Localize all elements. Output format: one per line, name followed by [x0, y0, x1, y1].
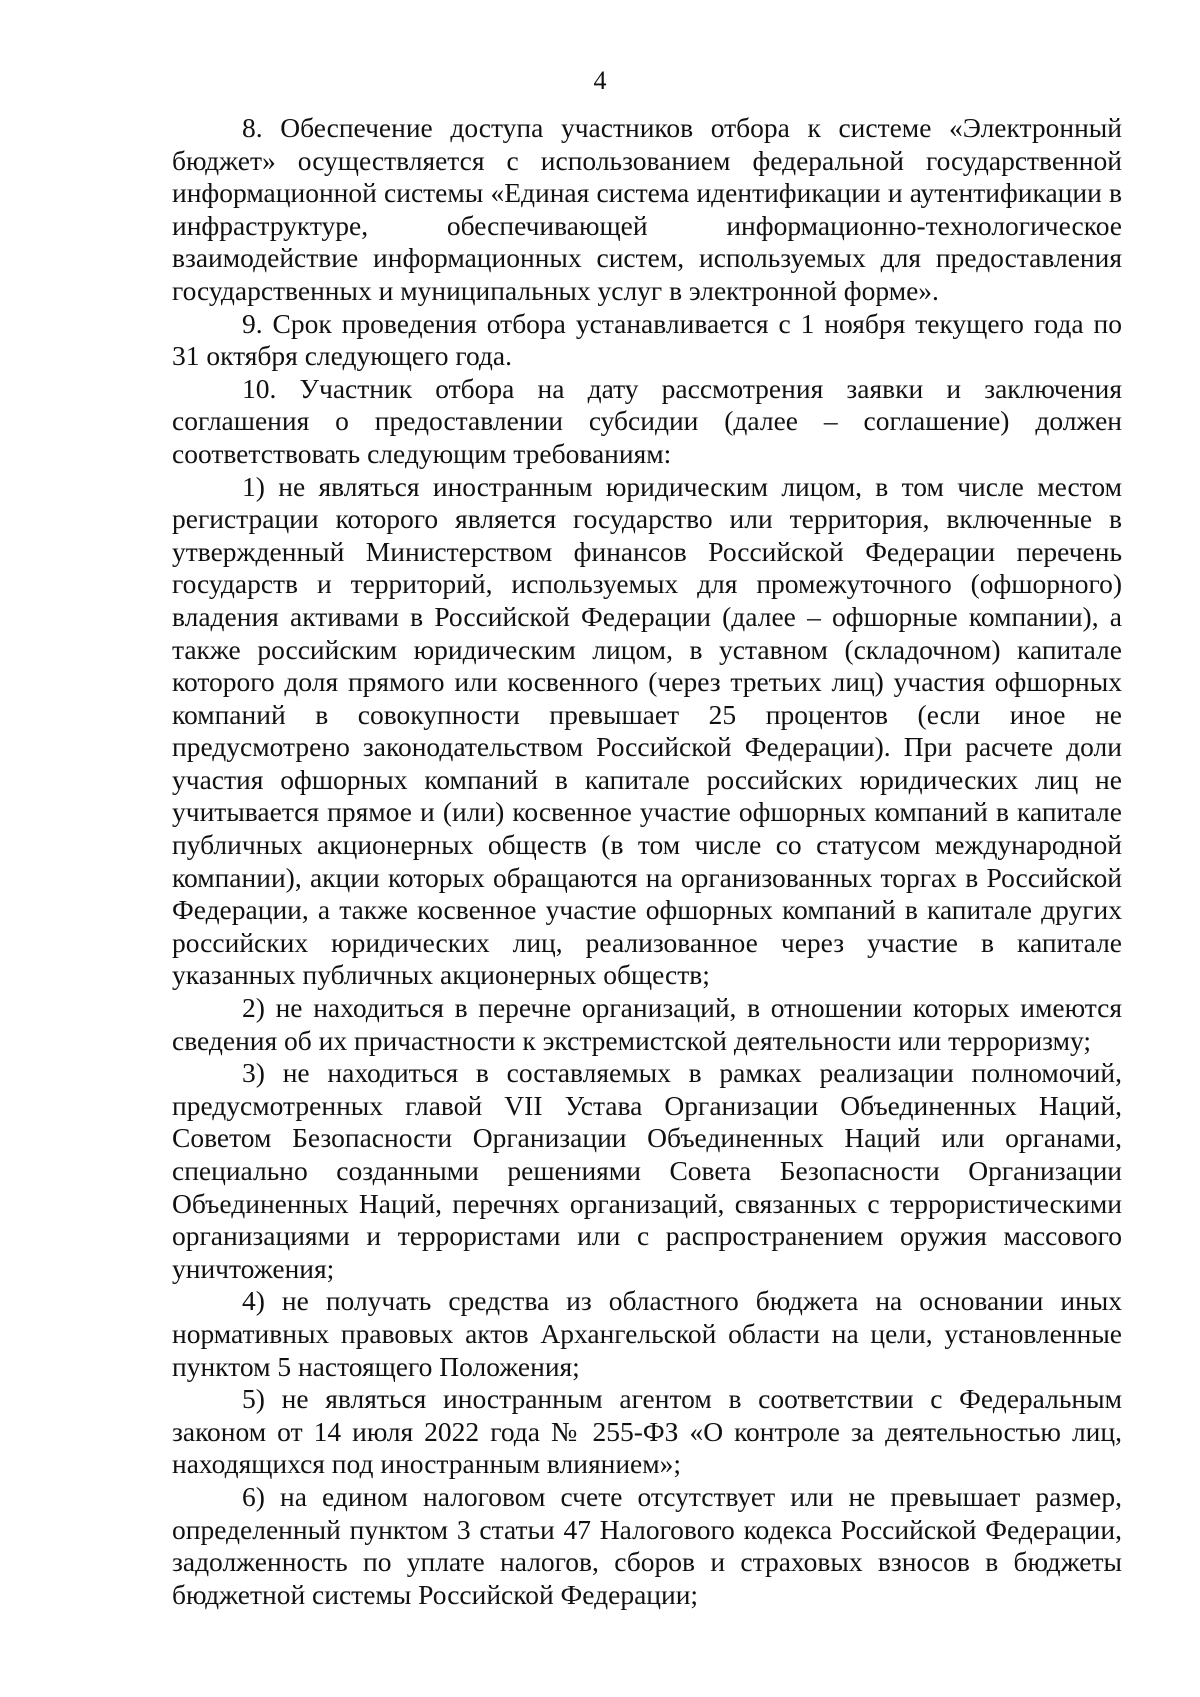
- document-body: [172, 112, 1122, 1611]
- paragraph-item-8: 8. Обеспечение доступа участников отбора к системе «Электронный бюджет» осуществляется с использованием федеральной государственной информационной системы «Единая система идентификации и аутентификации в инфраструктуре, обеспечивающей информационно-технологическое взаимодействие информационных систем, используемых для предоставления государственных и муниципальных услуг в электронной форме».: [172, 112, 1122, 306]
- requirement-item-4: 4) не получать средства из областного бюджета на основании иных нормативных правовых актов Архангельской области на цели, установленные пунктом 5 настоящего Положения;: [172, 1285, 1122, 1382]
- page-number: 4: [593, 66, 607, 95]
- paragraph-item-9: 9. Срок проведения отбора устанавливается с 1 ноября текущего года по 31 октября следующего года.: [172, 307, 1122, 372]
- requirement-item-2: 2) не находиться в перечне организаций, в отношении которых имеются сведения об их причастности к экстремистской деятельности или терроризму;: [172, 992, 1122, 1056]
- requirement-item-1: 1) не являться иностранным юридическим лицом, в том числе местом регистрации которого является государство или территория, включенные в утвержденный Министерством финансов Российской Федерации перечень государств и территорий, используемых для промежуточного (офшорного) владения активами в Российской Федерации (далее – офшорные компании), а также российским юридическим лицом, в уставном (складочном) капитале которого доля прямого или косвенного (через третьих лиц) участия офшорных компаний в совокупности превышает 25 процентов (если иное не предусмотрено законодательством Российской Федерации). При расчете доли участия офшорных компаний в капитале российских юридических лиц не учитывается прямое и (или) косвенное участие офшорных компаний в капитале публичных акционерных обществ (в том числе со статусом международной компании), акции которых обращаются на организованных торгах в Российской Федерации, а также косвенное участие офшорных компаний в капитале других российских юридических лиц, реализованное через участие в капитале указанных публичных акционерных обществ;: [172, 470, 1122, 991]
- requirement-item-6: 6) на едином налоговом счете отсутствует или не превышает размер, определенный пунктом 3 статьи 47 Налогового кодекса Российской Федерации, задолженность по уплате налогов, сборов и страховых взносов в бюджеты бюджетной системы Российской Федерации;: [172, 1480, 1122, 1610]
- paragraph-item-10: 10. Участник отбора на дату рассмотрения заявки и заключения соглашения о предоставлении субсидии (далее – соглашение) должен соответствовать следующим требованиям:: [172, 372, 1122, 469]
- requirement-item-3: 3) не находиться в составляемых в рамках реализации полномочий, предусмотренных главой VII Устава Организации Объединенных Наций, Советом Безопасности Организации Объединенных Наций или органами, специально созданными решениями Совета Безопасности Организации Объединенных Наций, перечнях организаций, связанных с террористическими организациями и террористами или с распространением оружия массового уничтожения;: [172, 1057, 1122, 1284]
- requirement-item-5: 5) не являться иностранным агентом в соответствии с Федеральным законом от 14 июля 2022 года № 255-ФЗ «О контроле за деятельностью лиц, находящихся под иностранным влиянием»;: [172, 1383, 1122, 1480]
